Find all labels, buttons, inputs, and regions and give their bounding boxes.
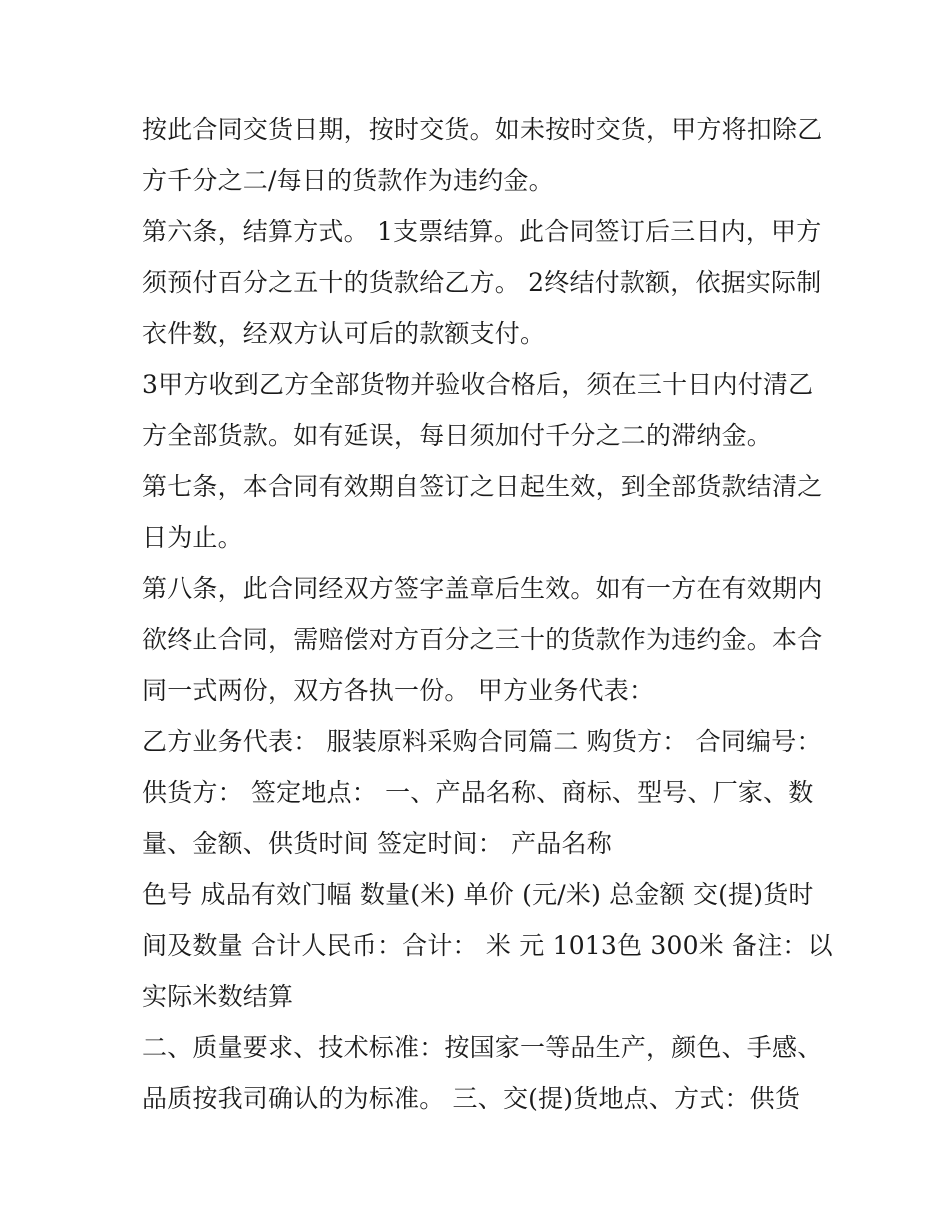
text-line: 二、质量要求、技术标准：按国家一等品生产，颜色、手感、 [142, 1033, 823, 1062]
text-line: 须预付百分之五十的货款给乙方。 2终结付款额，依据实际制 [142, 268, 822, 297]
document-body [142, 104, 833, 1124]
text-line: 供货方： 签定地点： 一、产品名称、商标、型号、厂家、数 [142, 778, 814, 807]
text-line: 3甲方收到乙方全部货物并验收合格后，须在三十日内付清乙 [142, 370, 814, 399]
text-line: 间及数量 合计人民币：合计： 米 元 1013色 300米 备注：以 [142, 931, 833, 960]
text-line: 方千分之二/每日的货款作为违约金。 [142, 166, 554, 195]
text-line: 色号 成品有效门幅 数量(米) 单价 (元/米) 总金额 交(提)货时 [142, 880, 814, 909]
text-line: 乙方业务代表： 服装原料采购合同篇二 购货方： 合同编号： [142, 727, 822, 756]
text-line: 第六条，结算方式。 1支票结算。此合同签订后三日内，甲方 [142, 217, 822, 246]
text-line: 量、金额、供货时间 签定时间： 产品名称 [142, 829, 612, 858]
text-line: 实际米数结算 [142, 982, 294, 1011]
text-line: 品质按我司确认的为标准。 三、交(提)货地点、方式：供货 [142, 1084, 801, 1113]
text-line: 同一式两份，双方各执一份。 甲方业务代表： [142, 676, 655, 705]
text-line: 第七条，本合同有效期自签订之日起生效，到全部货款结清之 [142, 472, 823, 501]
text-line: 方全部货款。如有延误，每日须加付千分之二的滞纳金。 [142, 421, 773, 450]
text-line: 按此合同交货日期，按时交货。如未按时交货，甲方将扣除乙 [142, 115, 823, 144]
text-line: 欲终止合同，需赔偿对方百分之三十的货款作为违约金。本合 [142, 625, 823, 654]
text-line: 日为止。 [142, 523, 243, 552]
text-line: 衣件数，经双方认可后的款额支付。 [142, 319, 546, 348]
text-line: 第八条，此合同经双方签字盖章后生效。如有一方在有效期内 [142, 574, 823, 603]
